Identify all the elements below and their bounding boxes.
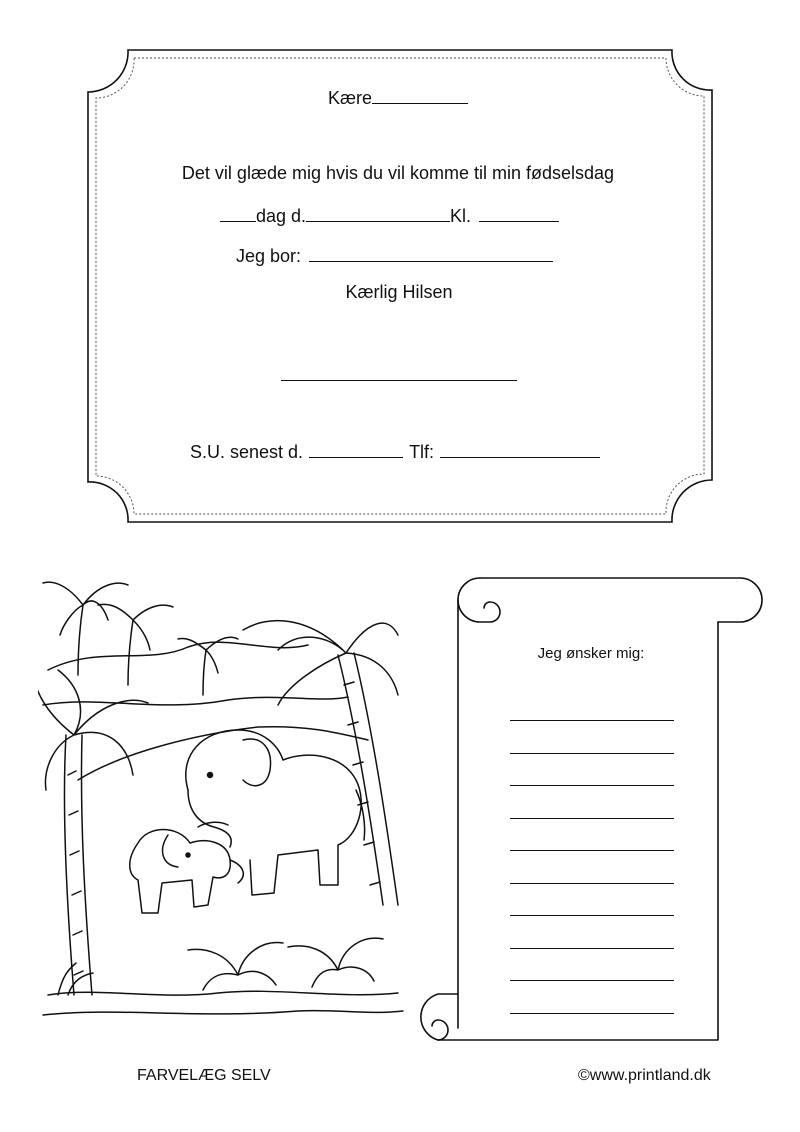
wish-line-4[interactable]	[510, 818, 674, 819]
wish-line-2[interactable]	[510, 753, 674, 754]
time-label: Kl.	[450, 206, 472, 226]
wish-line-9[interactable]	[510, 980, 674, 981]
rsvp-label: S.U. senest d.	[190, 442, 304, 462]
wishlist-title: Jeg ønsker mig:	[537, 645, 645, 662]
wish-line-5[interactable]	[510, 850, 674, 851]
wish-line-6[interactable]	[510, 883, 674, 884]
wish-line-8[interactable]	[510, 948, 674, 949]
wish-line-7[interactable]	[510, 915, 674, 916]
wish-line-3[interactable]	[510, 785, 674, 786]
footer-coloring-label: FARVELÆG SELV	[137, 1067, 271, 1084]
invite-message: Det vil glæde mig hvis du vil komme til min fødselsdag	[181, 163, 615, 183]
wish-line-10[interactable]	[510, 1013, 674, 1014]
wish-line-1[interactable]	[510, 720, 674, 721]
footer-copyright: ©www.printland.dk	[578, 1067, 711, 1084]
greeting-label: Kære	[328, 88, 373, 108]
address-label: Jeg bor:	[236, 246, 302, 266]
wishlist-lines	[510, 720, 674, 1014]
phone-label: Tlf:	[409, 442, 435, 462]
day-label: dag d.	[256, 206, 307, 226]
closing-text: Kærlig Hilsen	[345, 282, 453, 302]
